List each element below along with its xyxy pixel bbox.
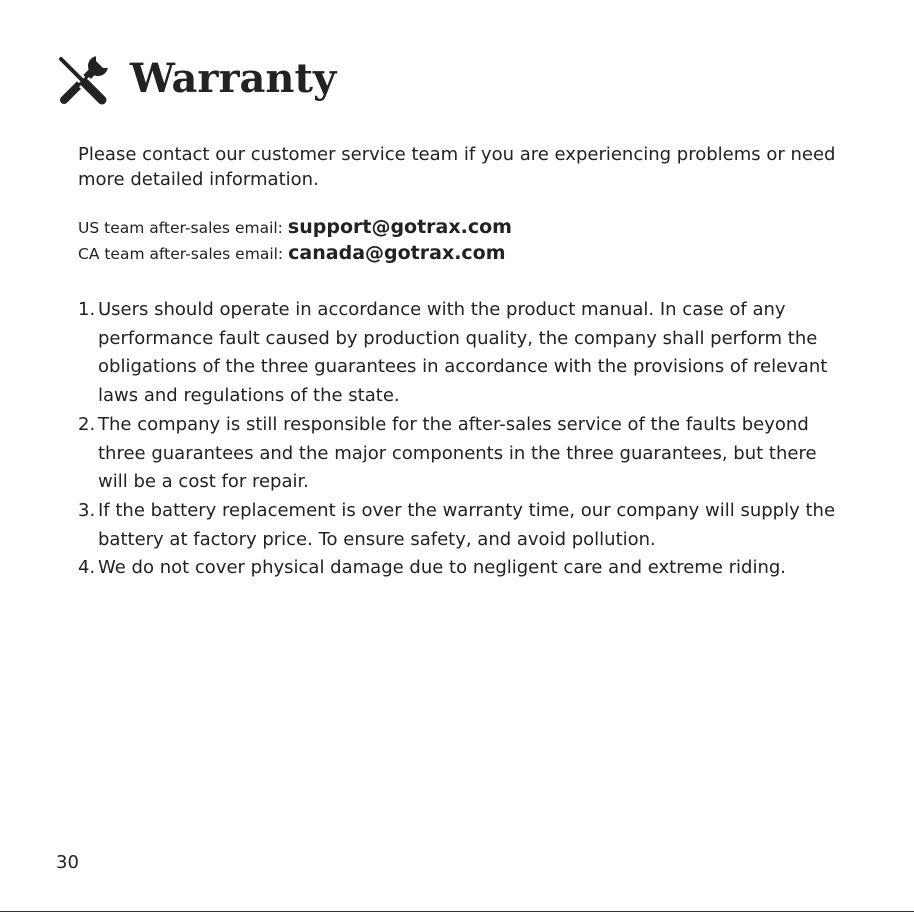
page-number: 30 <box>56 852 79 873</box>
wrench-screwdriver-icon <box>56 54 110 108</box>
ca-email-address: canada@gotrax.com <box>288 242 506 264</box>
item-text: The company is still responsible for the after-sales service of the faults beyond three guarantees and the major components in the three guarantees, but there will be a cost for repair. <box>98 413 817 493</box>
list-item <box>78 411 838 497</box>
item-number: 2. <box>78 413 96 435</box>
page-title: Warranty <box>130 55 337 102</box>
email-line-us <box>78 216 512 242</box>
item-number: 4. <box>78 557 96 579</box>
page-header <box>56 54 336 108</box>
item-number: 3. <box>78 499 96 521</box>
intro-paragraph: Please contact our customer service team if you are experiencing problems or need more detailed information. <box>78 144 836 190</box>
email-label: US team after-sales email: <box>78 219 283 237</box>
list-item <box>78 296 838 411</box>
list-item <box>78 497 838 554</box>
warranty-terms-list <box>78 296 838 583</box>
list-item <box>78 554 838 583</box>
item-text: We do not cover physical damage due to negligent care and extreme riding. <box>98 557 787 579</box>
email-label: CA team after-sales email: <box>78 245 284 263</box>
footer-divider <box>0 911 914 912</box>
email-line-ca <box>78 242 512 268</box>
email-block <box>78 216 512 268</box>
item-number: 1. <box>78 299 96 320</box>
us-email-address: support@gotrax.com <box>287 216 512 238</box>
item-text: Users should operate in accordance with the product manual. In case of any performance fault caused by production quality, the company shall perform the obligations of the three guarantees in accordance with the provisions of relevant laws and regulations of the state. <box>98 299 828 407</box>
item-text: If the battery replacement is over the warranty time, our company will supply the battery at factory price. To ensure safety, and avoid pollution. <box>98 499 836 550</box>
